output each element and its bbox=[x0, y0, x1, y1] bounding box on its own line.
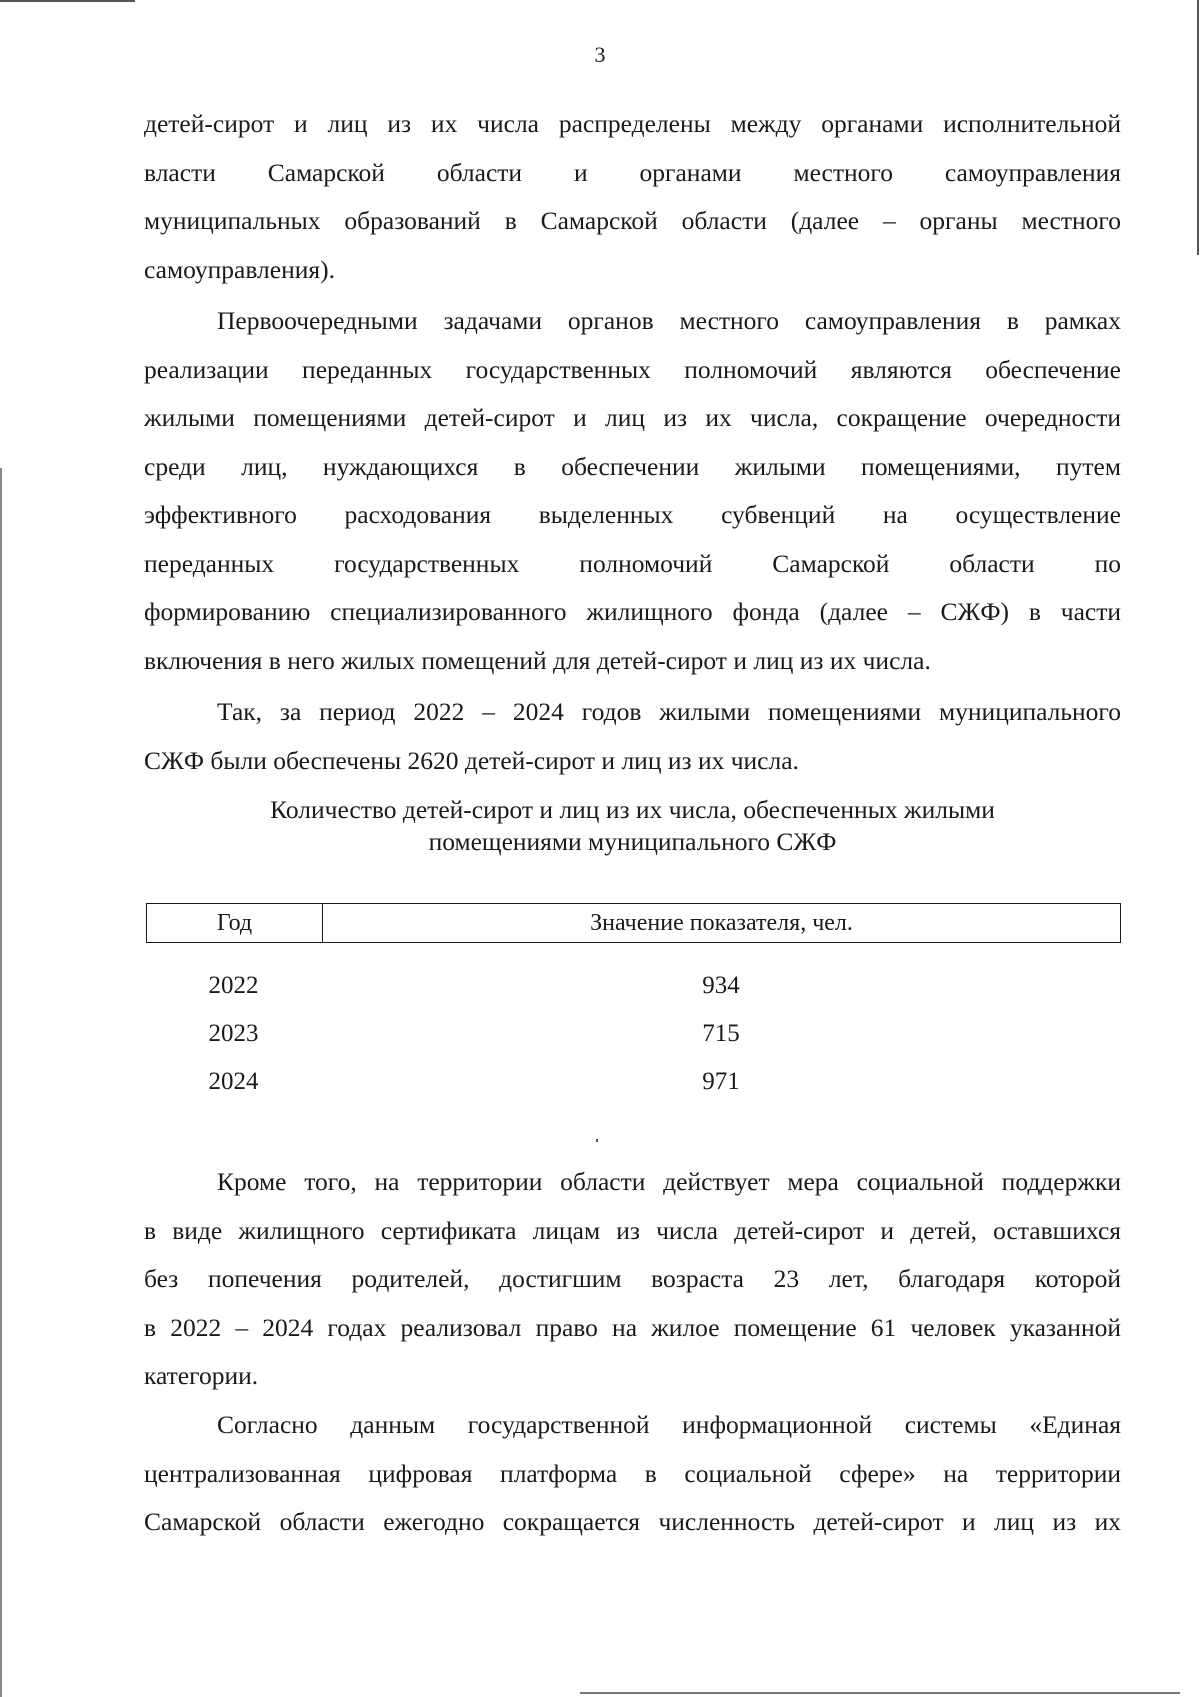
text-line: Так, за период 2022 – 2024 годов жилыми помещениями муниципального bbox=[217, 697, 1121, 726]
cell-year: 2024 bbox=[208, 1068, 259, 1095]
scan-edge-line bbox=[0, 0, 135, 2]
cell-value: 971 bbox=[702, 1068, 740, 1095]
text-line: категории. bbox=[144, 1361, 259, 1390]
text-line: Кроме того, на территории области действует мера социальной поддержки bbox=[217, 1167, 1121, 1196]
caption-line: помещениями муниципального СЖФ bbox=[428, 827, 837, 856]
scan-edge-line bbox=[0, 468, 2, 1697]
text-line: в 2022 – 2024 годах реализовал право на жилое помещение 61 человек указанной bbox=[144, 1312, 1121, 1342]
paragraph-2 bbox=[144, 297, 1121, 685]
scan-edge-line bbox=[580, 1692, 1180, 1694]
table-row bbox=[146, 1058, 1121, 1106]
text-line: централизованная цифровая платформа в социальной сфере» на территории bbox=[144, 1458, 1121, 1488]
scan-speck bbox=[596, 1139, 598, 1142]
page-number: 3 bbox=[594, 42, 606, 67]
table-caption bbox=[144, 794, 1121, 858]
text-line: без попечения родителей, достигшим возраста 23 лет, благодаря которой bbox=[144, 1264, 1121, 1293]
cell-year: 2022 bbox=[208, 972, 259, 999]
table-header bbox=[146, 903, 1121, 943]
paragraph-1 bbox=[144, 100, 1121, 294]
text-line: включения в него жилых помещений для детей-сирот и лиц из их числа. bbox=[144, 645, 931, 675]
table-row bbox=[146, 962, 1121, 1010]
text-line: Самарской области ежегодно сокращается численность детей-сирот и лиц из их bbox=[144, 1507, 1121, 1536]
header-year: Год bbox=[147, 904, 323, 942]
cell-year: 2023 bbox=[208, 1020, 259, 1047]
text-line: эффективного расходования выделенных субвенций на осуществление bbox=[144, 500, 1121, 529]
scan-edge-line bbox=[1197, 0, 1199, 255]
text-line: муниципальных образований в Самарской области (далее – органы местного bbox=[144, 206, 1121, 235]
text-line: жилыми помещениями детей-сирот и лиц из их числа, сокращение очередности bbox=[144, 403, 1121, 432]
text-line: самоуправления). bbox=[144, 254, 335, 284]
paragraph-4 bbox=[144, 1158, 1121, 1401]
text-line: Первоочередными задачами органов местного самоуправления в рамках bbox=[217, 306, 1121, 335]
caption-line: Количество детей-сирот и лиц из их числа, обеспеченных жилыми bbox=[270, 795, 995, 824]
header-value: Значение показателя, чел. bbox=[590, 910, 853, 936]
text-line: детей-сирот и лиц из их числа распределены между органами исполнительной bbox=[144, 109, 1121, 138]
text-line: СЖФ были обеспечены 2620 детей-сирот и лиц из их числа. bbox=[144, 745, 799, 775]
paragraph-5 bbox=[144, 1401, 1121, 1547]
cell-value: 715 bbox=[702, 1020, 740, 1047]
text-line: реализации переданных государственных полномочий являются обеспечение bbox=[144, 354, 1121, 384]
text-line: формированию специализированного жилищного фонда (далее – СЖФ) в части bbox=[144, 597, 1121, 626]
table-row bbox=[146, 1010, 1121, 1058]
text-line: Согласно данным государственной информационной системы «Единая bbox=[217, 1410, 1121, 1439]
text-line: в виде жилищного сертификата лицам из числа детей-сирот и детей, оставшихся bbox=[144, 1215, 1121, 1245]
text-line: среди лиц, нуждающихся в обеспечении жилыми помещениями, путем bbox=[144, 451, 1121, 481]
text-line: власти Самарской области и органами местного самоуправления bbox=[144, 157, 1121, 187]
text-line: переданных государственных полномочий Самарской области по bbox=[144, 548, 1121, 578]
paragraph-3 bbox=[144, 688, 1121, 785]
cell-value: 934 bbox=[702, 972, 740, 999]
